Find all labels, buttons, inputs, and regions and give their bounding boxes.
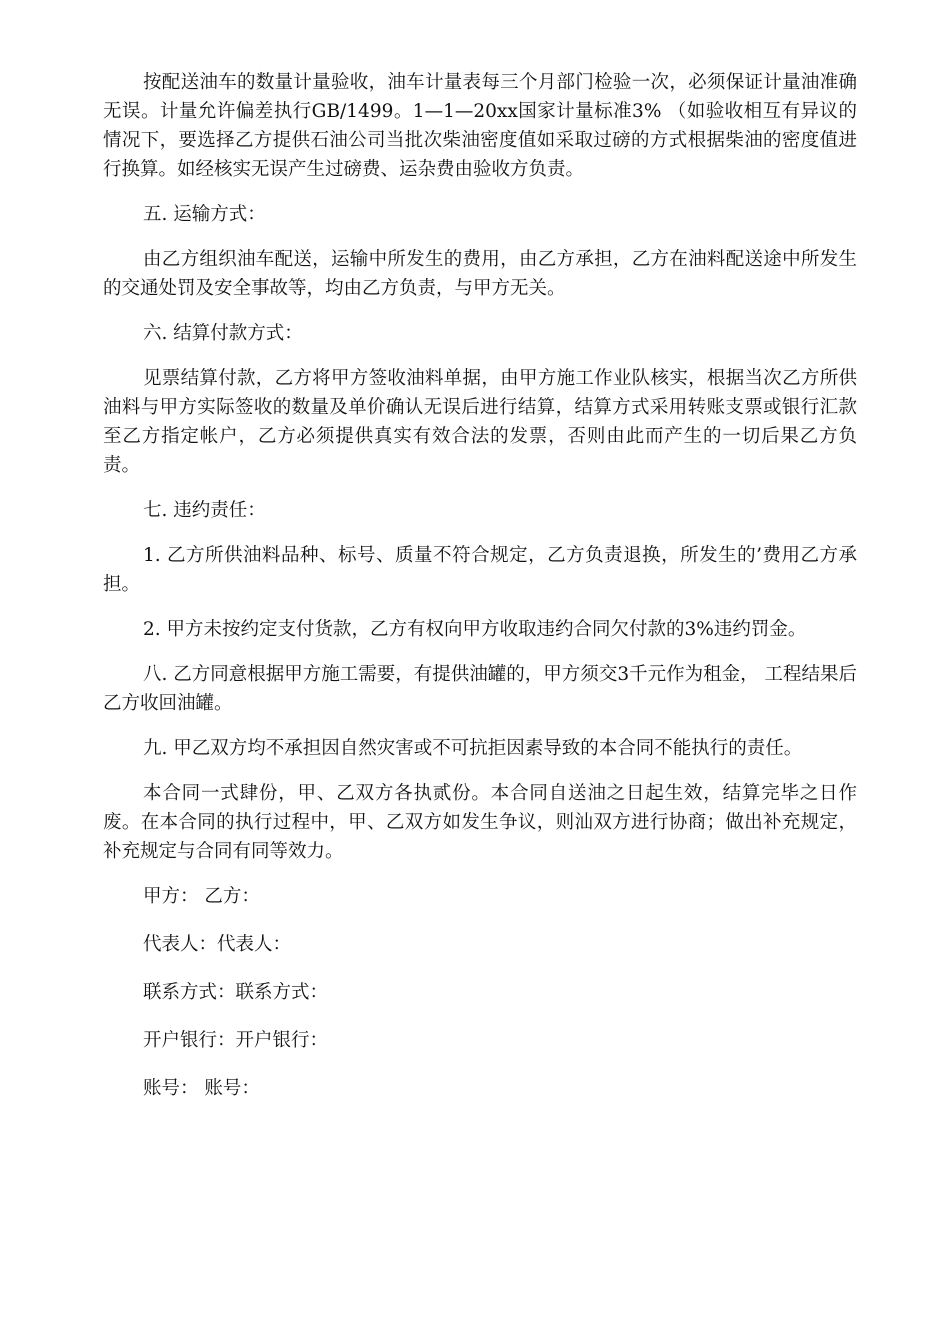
heading-transport: 五. 运输方式： [143, 204, 266, 225]
paragraph-transport: 由乙方组织油车配送，运输中所发生的费用，由乙方承担，乙方在油料配送途中所发生的交通处罚及安全事故等，均由乙方负责，与甲方无关。 [103, 249, 857, 299]
paragraph-liability-1: 1. 乙方所供油料品种、标号、质量不符合规定，乙方负责退换，所发生的’费用乙方承担。 [103, 545, 857, 595]
signature-bank: 开户银行：开户银行： [143, 1030, 329, 1051]
signature-parties: 甲方： 乙方： [143, 886, 260, 907]
paragraph-liability-2: 2. 甲方未按约定支付货款，乙方有权向甲方收取违约合同欠付款的3%违约罚金。 [143, 619, 807, 640]
paragraph-force-majeure: 九. 甲乙双方均不承担因自然灾害或不可抗拒因素导致的本合同不能执行的责任。 [143, 738, 803, 759]
heading-payment: 六. 结算付款方式： [143, 323, 303, 344]
heading-liability: 七. 违约责任： [143, 500, 266, 521]
paragraph-payment: 见票结算付款，乙方将甲方签收油料单据，由甲方施工作业队核实，根据当次乙方所供油料与甲方实际签收的数量及单价确认无误后进行结算，结算方式采用转账支票或银行汇款至乙方指定帐户，乙方必须提供真实有效合法的发票，否则由此而产生的一切后果乙方负责。 [103, 368, 857, 476]
signature-representative: 代表人：代表人： [143, 934, 292, 955]
signature-account: 账号： 账号： [143, 1078, 260, 1099]
document-body [103, 68, 857, 1122]
paragraph-validity: 本合同一式肆份，甲、乙双方各执贰份。本合同自送油之日起生效，结算完毕之日作废。在本合同的执行过程中，甲、乙双方如发生争议，则汕双方进行协商；做出补充规定，补充规定与合同有同等效力。 [103, 783, 857, 862]
signature-contact: 联系方式：联系方式： [143, 982, 329, 1003]
paragraph-metering: 按配送油车的数量计量验收，油车计量表每三个月部门检验一次，必须保证计量油准确无误。计量允许偏差执行GB/1499。1—1—20xx国家计量标准3% （如验收相互有异议的情况下，要选择乙方提供石油公司当批次柴油密度值如采取过磅的方式根据柴油的密度值进行换算。如经核实无误产生过磅费、运杂费由验收方负责。 [103, 72, 857, 180]
paragraph-tank-rental: 八. 乙方同意根据甲方施工需要，有提供油罐的，甲方须交3千元作为租金， 工程结果后乙方收回油罐。 [103, 664, 857, 714]
signature-block [103, 882, 857, 1103]
